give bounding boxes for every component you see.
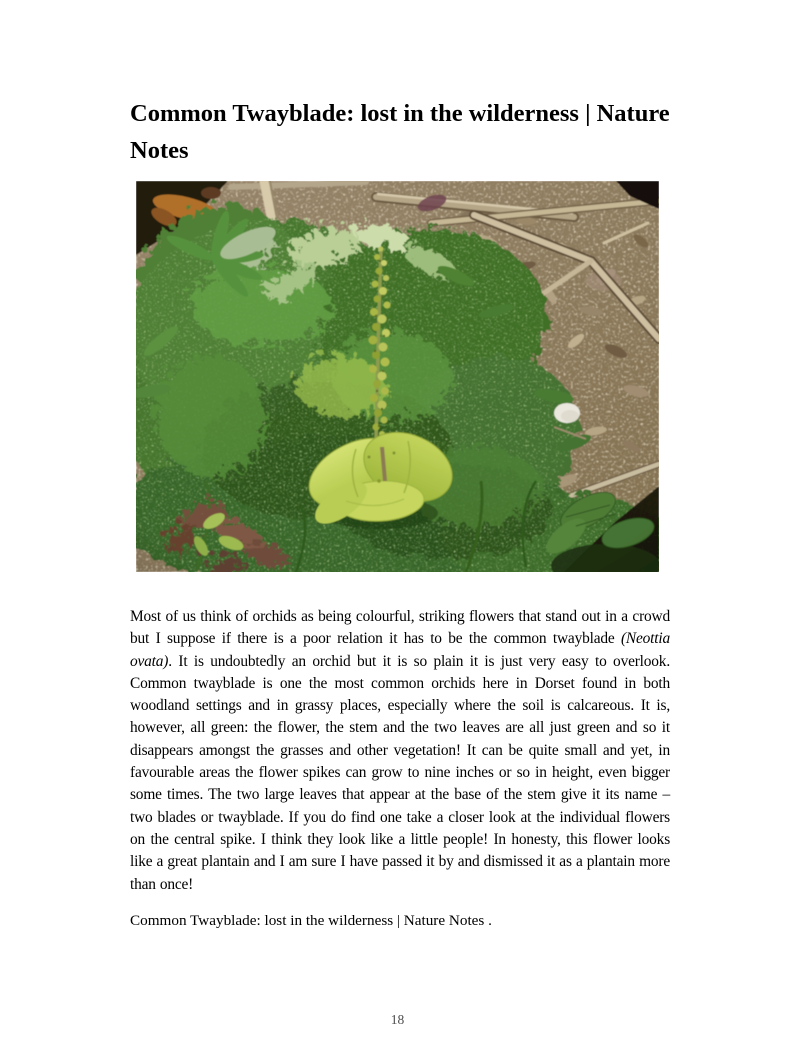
article-paragraph bbox=[130, 606, 670, 896]
paragraph-text-start: Most of us think of orchids as being colourful, striking flowers that stand out in a crowd but I suppose if there is a poor relation it has to be the common twayblade bbox=[130, 608, 670, 648]
article-caption: Common Twayblade: lost in the wilderness | Nature Notes . bbox=[130, 911, 492, 929]
page-title: Common Twayblade: lost in the wilderness | Nature Notes bbox=[130, 100, 670, 164]
page-number: 18 bbox=[390, 1012, 405, 1027]
paragraph-text-end: . It is undoubtedly an orchid but it is so plain it is just very easy to overlook. Common twayblade is one the most common orchids here in Dorset found in both woodland settings and in grassy places, especially where the soil is calcareous. It is, however, all green: the flower, the stem and the two leaves are all just green and so it disappears amongst the grasses and other vegetation! It can be quite small and yet, in favourable areas the flower spikes can grow to nine inches or so in height, even bigger some times. The two large leaves that appear at the base of the stem give it its name – two blades or twayblade. If you do find one take a closer look at the individual flowers on the central spike. I think they look like a little people! In honesty, this flower looks like a great plantain and I am sure I have passed it by and dismissed it as a plantain more than once! bbox=[130, 652, 670, 893]
common-twayblade-photo bbox=[136, 181, 659, 572]
latin-name-italic: (Neottia ovata) bbox=[130, 630, 670, 670]
article-text-column bbox=[130, 606, 670, 931]
